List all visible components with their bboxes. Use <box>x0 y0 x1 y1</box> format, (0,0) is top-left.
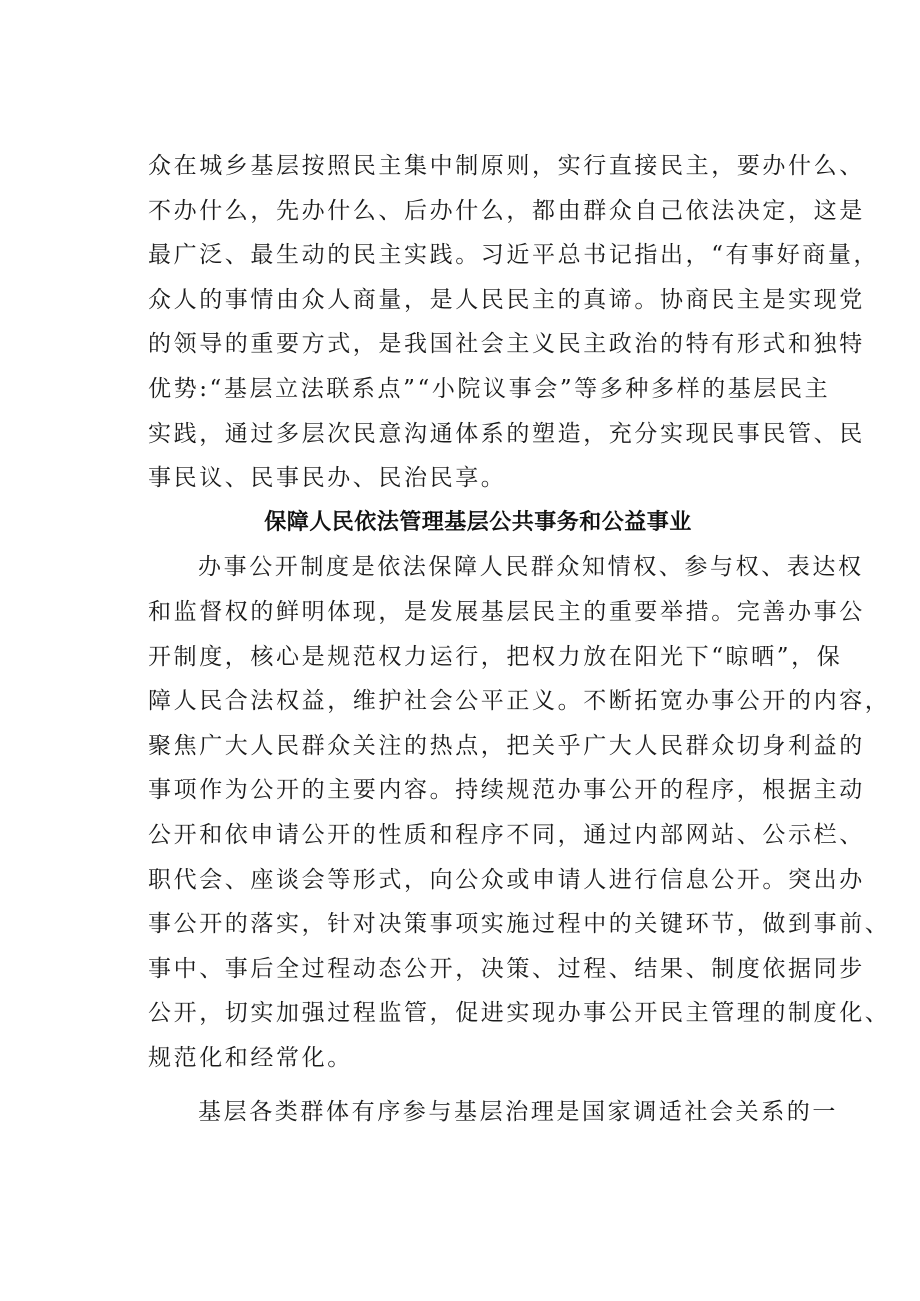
text-line: 和监督权的鲜明体现，是发展基层民主的重要举措。完善办事公 <box>148 598 865 625</box>
text-line: 实践，通过多层次民意沟通体系的塑造，充分实现民事民管、民 <box>148 420 865 447</box>
paragraph-3 <box>148 1090 838 1135</box>
text-line: 基层各类群体有序参与基层治理是国家调适社会关系的一 <box>198 1099 838 1126</box>
text-line: 的领导的重要方式，是我国社会主义民主政治的特有形式和独特 <box>148 331 865 358</box>
text-line: 事民议、民事民办、民治民享。 <box>148 465 507 492</box>
paragraph-gap <box>148 1080 808 1090</box>
text-line: 事项作为公开的主要内容。持续规范办事公开的程序，根据主动 <box>148 777 865 804</box>
text-line: 职代会、座谈会等形式，向公众或申请人进行信息公开。突出办 <box>148 866 865 893</box>
text-line: 最广泛、最生动的民主实践。习近平总书记指出，“有事好商量， <box>148 242 880 269</box>
text-line: 障人民合法权益，维护社会公平正义。不断拓宽办事公开的内容， <box>148 688 891 715</box>
paragraph-1 <box>148 144 880 501</box>
text-line: 优势:“基层立法联系点”“小院议事会”等多种多样的基层民主 <box>148 375 831 402</box>
text-line: 开制度，核心是规范权力运行，把权力放在阳光下“晾晒”，保 <box>148 643 843 670</box>
text-line: 规范化和经常化。 <box>148 1044 353 1071</box>
text-line: 事公开的落实，针对决策事项实施过程中的关键环节，做到事前、 <box>148 911 891 938</box>
text-line: 事中、事后全过程动态公开，决策、过程、结果、制度依据同步 <box>148 955 865 982</box>
section-heading: 保障人民依法管理基层公共事务和公益事业 <box>264 509 692 535</box>
text-line: 不办什么，先办什么、后办什么，都由群众自己依法决定，这是 <box>148 197 865 224</box>
paragraph-2 <box>148 545 891 1080</box>
text-line: 聚焦广大人民群众关注的热点，把关乎广大人民群众切身利益的 <box>148 732 865 759</box>
text-line: 公开和依申请公开的性质和程序不同，通过内部网站、公示栏、 <box>148 821 865 848</box>
text-line: 办事公开制度是依法保障人民群众知情权、参与权、表达权 <box>198 554 864 581</box>
text-line: 众在城乡基层按照民主集中制原则，实行直接民主，要办什么、 <box>148 153 865 179</box>
text-line: 公开，切实加强过程监管，促进实现办事公开民主管理的制度化、 <box>148 1000 891 1027</box>
document-body <box>148 144 891 1135</box>
text-line: 众人的事情由众人商量，是人民民主的真谛。协商民主是实现党 <box>148 286 865 313</box>
